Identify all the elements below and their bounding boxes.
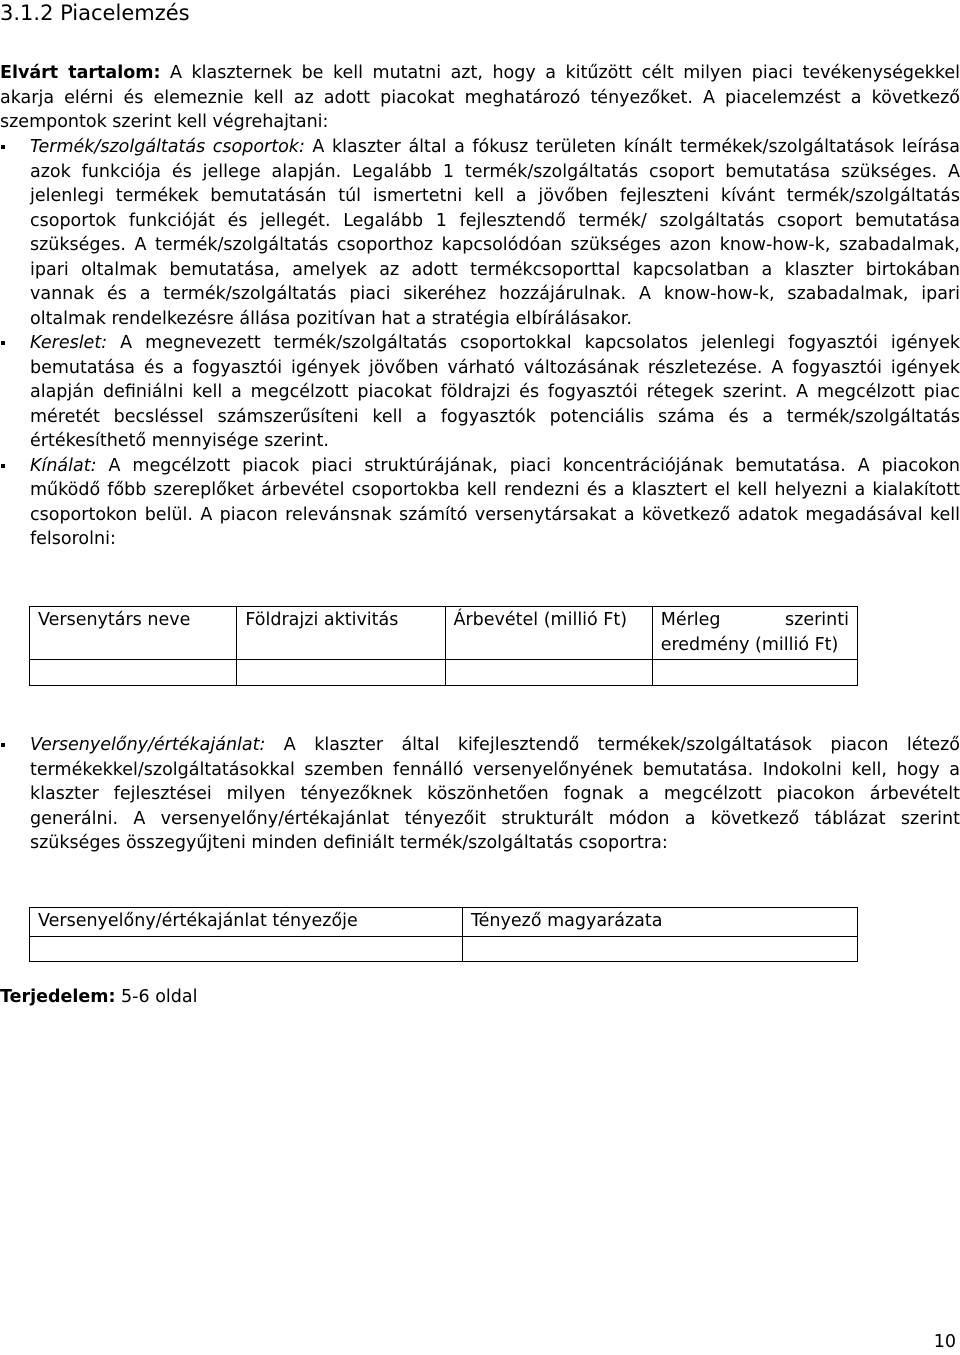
header-cell: Földrajzi aktivitás [237, 607, 445, 660]
section-heading: 3.1.2 Piacelemzés [0, 1, 190, 25]
item-term: Kínálat: [30, 455, 97, 476]
header-cell: Versenyelőny/értékajánlat tényezője [30, 908, 463, 937]
item-term: Kereslet: [30, 333, 108, 353]
scope-label: Terjedelem: [0, 987, 116, 1007]
item-text: A megcélzott piacok piaci struktúrájának, piaci koncentrációjának bemutatása. A piacokon működő főbb szereplőket árbevétel csoportokba kell rendezni és a klasztert el kell helyezni a kialakított csoportokon belül. A piacon relevánsnak számító versenytársakat a következő adatok megadásával kell felsorolni: [30, 455, 960, 549]
page-number: 10 [933, 1332, 956, 1352]
table-cell [30, 936, 463, 961]
criteria-list-2 [0, 733, 960, 856]
intro-text: A klaszternek be kell mutatni azt, hogy a kitűzött célt milyen piaci tevékenységekkel akarja elérni és elemeznie kell az adott piacokat meghatározó tényezőket. A piacelemzést a következő szempontok szerint kell végrehajtani: [0, 63, 960, 132]
item-text: A megnevezett termék/szolgáltatás csoportokkal kapcsolatos jelenlegi fogyasztói igények bemutatása és a fogyasztói igények jövőben várható változásának részletezése. A fogyasztói igények alapján definiálni kell a megcélzott piacokat földrajzi és fogyasztói rétegek szerint. A megcélzott piac méretét becsléssel számszerűsíteni kell a fogyasztók potenciális száma és a termék/szolgáltatás értékesíthető mennyisége szerint. [30, 333, 960, 451]
advantage-table [29, 907, 858, 962]
item-term: Versenyelőny/értékajánlat: [30, 735, 266, 755]
list-item-products [0, 135, 960, 331]
header-cell: Mérleg szerinti eredmény (millió Ft) [652, 607, 857, 660]
table-cell [445, 660, 652, 686]
list-item-demand [0, 331, 960, 454]
table-cell [237, 660, 445, 686]
item-text: A klaszter által kifejlesztendő termékek/szolgáltatások piacon létező termékekkel/szolgáltatásokkal szemben fennálló versenyelőnyének bemutatása. Indokolni kell, hogy a klaszter fejlesztései milyen tényezőknek köszönhetően fognak a megcélzott piacokon árbevételt generálni. A versenyelőny/értékajánlat tényezőit strukturált módon a következő táblázat szerint szükséges összegyűjteni minden definiált termék/szolgáltatás csoportra: [30, 735, 960, 853]
header-cell: Árbevétel (millió Ft) [445, 607, 652, 660]
table-header-row [30, 607, 858, 660]
scope-value: 5-6 oldal [115, 987, 198, 1007]
list-item-supply [0, 454, 960, 552]
table-row [30, 660, 858, 686]
header-cell: Tényező magyarázata [462, 908, 857, 937]
scope-line [0, 985, 197, 1010]
criteria-list [0, 135, 960, 552]
item-term: Termék/szolgáltatás csoportok: [30, 137, 305, 157]
table-row [30, 936, 858, 961]
header-cell: Versenytárs neve [30, 607, 237, 660]
table-cell [652, 660, 857, 686]
table-cell [462, 936, 857, 961]
intro-label: Elvárt tartalom: [0, 63, 161, 83]
intro-paragraph [0, 61, 960, 135]
item-text: A klaszter által a fókusz területen kínált termékek/szolgáltatások leírása azok funkciója és jellege alapján. Legalább 1 termék/szolgáltatás csoport bemutatása szükséges. A jelenlegi termékek bemutatásán túl ismertetni kell a jövőben fejleszteni kívánt termék/szolgáltatás csoportok funkcióját és jellegét. Legalább 1 fejlesztendő termék/ szolgáltatás csoport bemutatása szükséges. A termék/szolgáltatás csoporthoz kapcsolódóan szükséges azon know-how-k, szabadalmak, ipari oltalmak bemutatása, amelyek az adott termékcsoporttal kapcsolatban a klaszter birtokában vannak és a termék/szolgáltatás piaci sikeréhez hozzájárulnak. A know-how-k, szabadalmak, ipari oltalmak rendelkezésre állása pozitívan hat a stratégia elbírálásakor. [30, 137, 960, 329]
table-cell [30, 660, 237, 686]
competitor-table [29, 606, 858, 686]
list-item-competitive-advantage [0, 733, 960, 856]
table-header-row [30, 908, 858, 937]
